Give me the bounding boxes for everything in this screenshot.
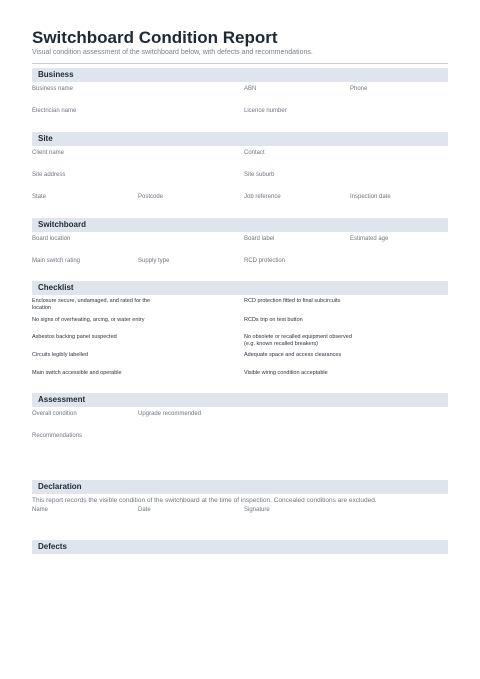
business-name-field[interactable]: Business name [32,86,74,92]
checklist-item[interactable]: No obsolete or recalled equipment observed (e.g. known recalled breakers) [244,334,352,347]
main-switch-rating-field[interactable]: Main switch rating [32,258,81,264]
checklist-item[interactable]: Adequate space and access clearances [244,352,342,358]
section-header-business [32,68,448,82]
job-reference-field[interactable]: Job reference [244,194,281,200]
title-divider [32,63,448,64]
section-header-defects [32,540,448,554]
section-header-switchboard [32,218,448,232]
section-title-site: Site [38,134,53,143]
checklist-item[interactable]: Main switch accessible and operable [32,370,122,376]
declaration-date-field[interactable]: Date [138,507,151,513]
section-title-checklist: Checklist [38,283,74,292]
section-header-checklist [32,281,448,295]
client-name-field[interactable]: Client name [32,150,65,156]
signature-field[interactable]: Signature [244,507,270,513]
board-label-field[interactable]: Board label [244,236,275,242]
section-title-defects: Defects [38,542,67,551]
board-location-field[interactable]: Board location [32,236,71,242]
section-header-declaration [32,480,448,494]
recommendations-field[interactable]: Recommendations [32,433,83,439]
abn-field[interactable]: ABN [244,86,257,92]
checklist-item[interactable]: No signs of overheating, arcing, or water entry [32,317,145,323]
upgrade-recommended-field[interactable]: Upgrade recommended [138,411,202,417]
site-suburb-field[interactable]: Site suburb [244,172,275,178]
estimated-age-field[interactable]: Estimated age [350,236,389,242]
supply-type-field[interactable]: Supply type [138,258,170,264]
section-title-switchboard: Switchboard [38,220,87,229]
section-title-declaration: Declaration [38,482,82,491]
section-header-site [32,132,448,146]
overall-condition-field[interactable]: Overall condition [32,411,77,417]
rcd-protection-field[interactable]: RCD protection [244,258,286,264]
site-address-field[interactable]: Site address [32,172,66,178]
section-header-assessment [32,393,448,407]
electrician-name-field[interactable]: Electrician name [32,108,77,114]
checklist-item[interactable]: Asbestos backing panel suspected [32,334,117,340]
licence-number-field[interactable]: Licence number [244,108,287,114]
section-title-business: Business [38,70,74,79]
declaration-name-field[interactable]: Name [32,507,49,513]
page-title: Switchboard Condition Report [32,28,278,47]
checklist-item[interactable]: RCDs trip on test button [244,317,303,323]
state-field[interactable]: State [32,194,47,200]
checklist-item[interactable]: Circuits legibly labelled [32,352,88,358]
page-subtitle: Visual condition assessment of the switchboard below, with defects and recommendations. [32,49,313,56]
checklist-item[interactable]: RCD protection fitted to final subcircuits [244,298,341,304]
contact-field[interactable]: Contact [244,150,265,156]
declaration-statement: This report records the visible condition of the switchboard at the time of inspection. Concealed conditions are excluded. [32,497,377,504]
checklist-item[interactable]: Enclosure secure, undamaged, and rated for the location [32,298,151,311]
postcode-field[interactable]: Postcode [138,194,164,200]
phone-field[interactable]: Phone [350,86,368,92]
checklist-item[interactable]: Visible wiring condition acceptable [244,370,328,376]
inspection-date-field[interactable]: Inspection date [350,194,391,200]
section-title-assessment: Assessment [38,395,86,404]
